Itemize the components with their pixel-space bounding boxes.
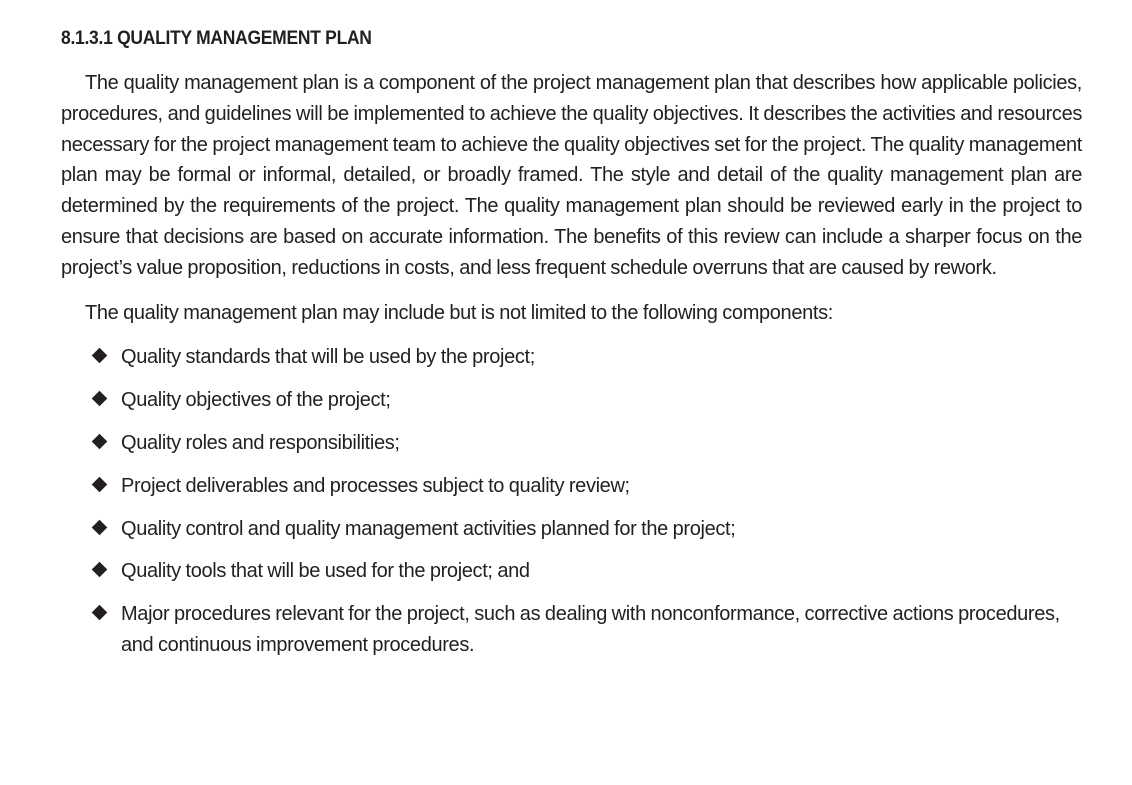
list-item-text: Quality control and quality management activities planned for the project; [121,517,736,540]
list-intro: The quality management plan may include but is not limited to the following components: [85,301,833,324]
components-list [61,342,1082,660]
list-item [61,342,1082,373]
diamond-bullet-icon [92,434,108,450]
diamond-bullet-icon [92,348,108,364]
list-item [61,514,1082,545]
diamond-bullet-icon [92,476,108,492]
list-item [61,385,1082,416]
diamond-bullet-icon [92,391,108,407]
diamond-bullet-icon [92,562,108,578]
document-page [61,24,1082,673]
list-item [61,556,1082,587]
list-item-text: Project deliverables and processes subject to quality review; [121,474,630,497]
list-item-text: Quality standards that will be used by the project; [121,346,535,369]
list-item [61,471,1082,502]
body-paragraph: The quality management plan is a component of the project management plan that describes how applicable policies, procedures, and guidelines will be implemented to achieve the quality objectives. It describes the activities and resources necessary for the project management team to achieve the quality objectives set for the project. The quality management plan may be formal or informal, detailed, or broadly framed. The style and detail of the quality management plan are determined by the requirements of the project. The quality management plan should be reviewed early in the project to ensure that decisions are based on accurate information. The benefits of this review can include a sharper focus on the project’s value proposition, reductions in costs, and less frequent schedule overruns that are caused by rework. [61,72,1082,279]
list-item-text: Quality tools that will be used for the project; and [121,560,530,583]
list-item-text: Quality roles and responsibilities; [121,431,400,454]
list-item-text: Major procedures relevant for the project, such as dealing with nonconformance, corrective actions procedures, and continuous improvement procedures. [121,603,1060,656]
section-heading: 8.1.3.1 QUALITY MANAGEMENT PLAN [61,28,372,49]
list-item-text: Quality objectives of the project; [121,389,391,412]
diamond-bullet-icon [92,605,108,621]
list-item [61,599,1082,661]
list-item [61,428,1082,459]
diamond-bullet-icon [92,519,108,535]
